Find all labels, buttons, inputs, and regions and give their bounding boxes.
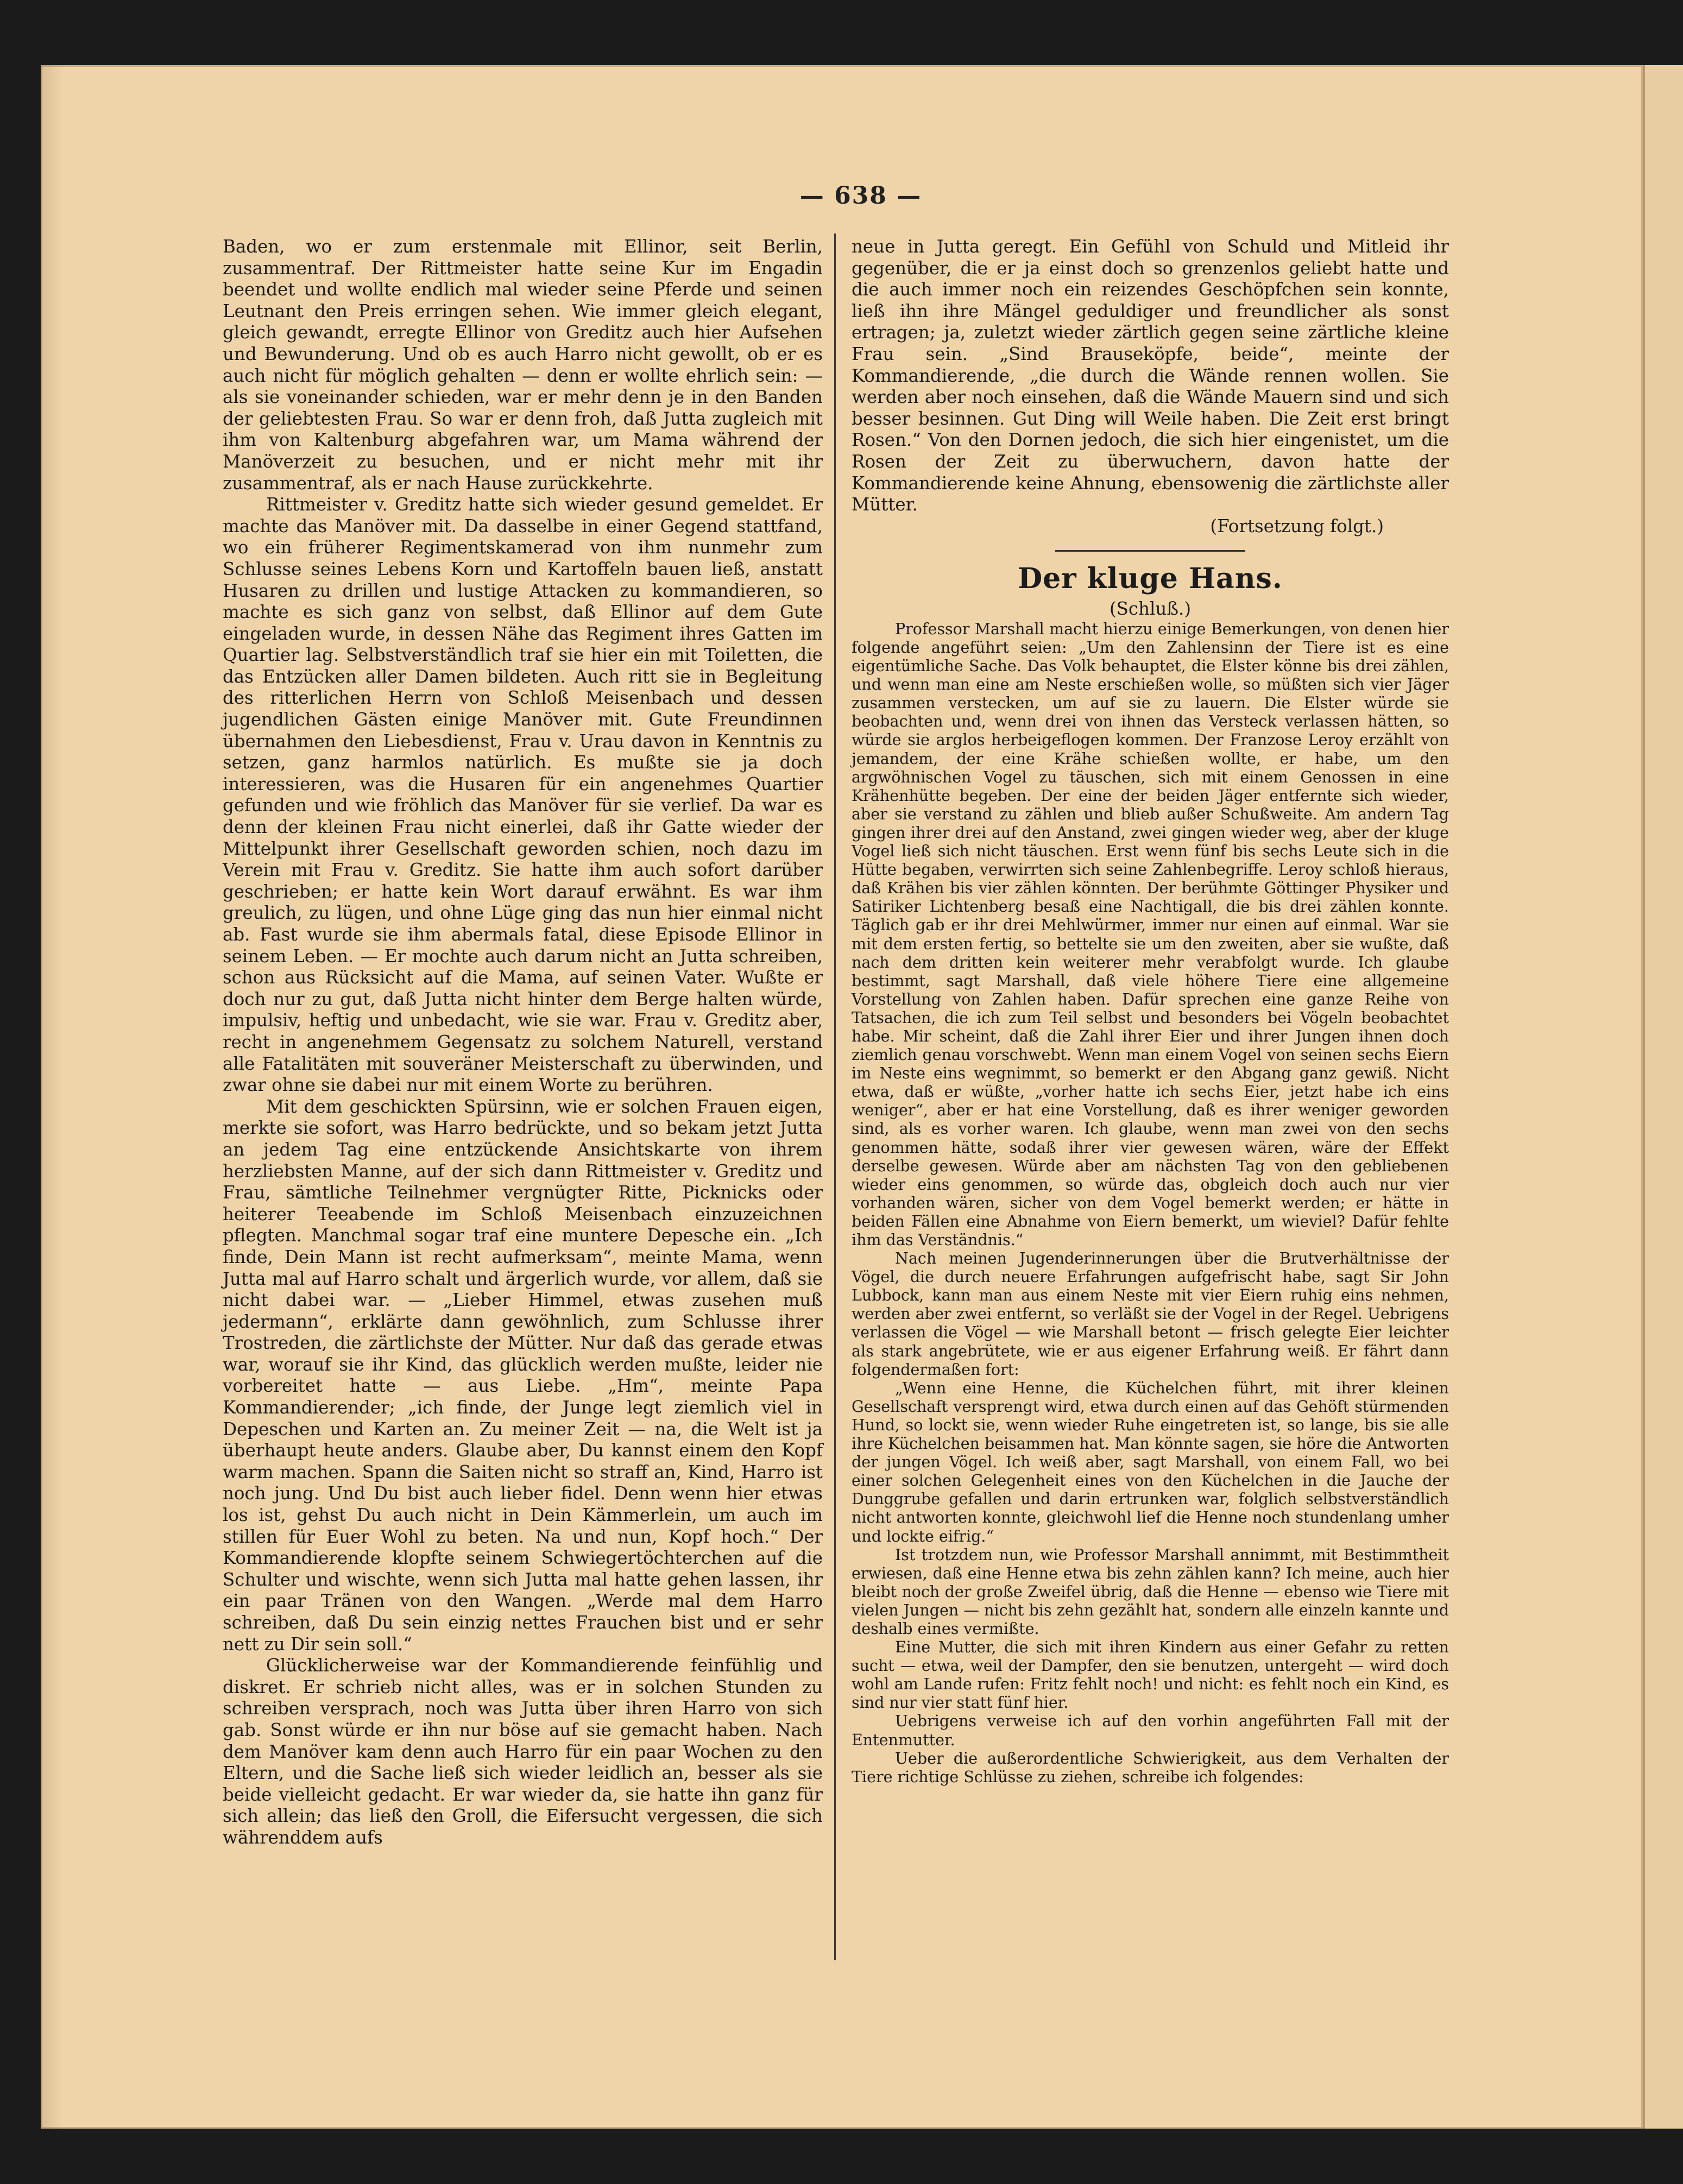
article-paragraph-2: Nach meinen Jugenderinnerungen über die Brutverhältnisse der Vögel, die durch neuere Erfahrungen aufgefrischt habe, sagt Sir John Lubbock, kann man aus einem Neste mit vier Eiern ruhig eins nehmen, werden aber zwei entfernt, so verläßt sie der Vogel in der Regel. Uebrigens verlassen die Vögel — wie Marshall betont — frisch gelegte Eier leichter als stark angebrütete, wie er aus eigener Erfahrung weiß. Er fährt dann folgendermaßen fort: [852, 1249, 1449, 1379]
right-column [852, 236, 1449, 1787]
article-paragraph-3: „Wenn eine Henne, die Küchelchen führt, mit ihrer kleinen Gesellschaft versprengt wird, etwa durch einen auf das Gehöft stürmenden Hund, so lockt sie, wenn wieder Ruhe eingetreten ist, so lange, bis sie alle ihre Küchelchen beisammen hat. Man könnte sagen, sie höre die Antworten der jungen Vögel. Ich weiß aber, sagt Marshall, von einem Fall, wo bei einer solchen Gelegenheit eines von den Küchelchen in die Jauche der Dunggrube gefallen und darin ertrunken war, folglich selbstverständlich nicht antworten konnte, gleichwohl lief die Henne noch stundenlang umher und lockte eifrig.“ [852, 1379, 1449, 1545]
right-continuation: neue in Jutta geregt. Ein Gefühl von Schuld und Mitleid ihr gegenüber, die er ja einst doch so grenzenlos geliebt hatte und die auch immer noch ein reizendes Geschöpfchen sein konnte, ließ ihn ihre Mängel geduldiger und freundlicher als sonst ertragen; ja, zuletzt wieder zärtlich gegen seine zärtliche kleine Frau sein. „Sind Brauseköpfe, beide“, meinte der Kommandierende, „die durch die Wände rennen wollen. Sie werden aber noch einsehen, daß die Wände Mauern sind und sich besser besinnen. Gut Ding will Weile haben. Die Zeit erst bringt Rosen.“ Von den Dornen jedoch, die sich hier eingenistet, um die Rosen der Zeit zu überwuchern, davon hatte der Kommandierende keine Ahnung, ebensowenig die zärtlichste aller Mütter. [852, 236, 1449, 515]
to-be-continued-note: (Fortsetzung folgt.) [1210, 515, 1384, 536]
section-separator [1055, 550, 1245, 552]
left-column [223, 236, 823, 1849]
article-paragraph-5: Eine Mutter, die sich mit ihren Kindern aus einer Gefahr zu retten sucht — etwa, weil der Dampfer, den sie benutzen, untergeht — wird doch wohl am Lande rufen: Fritz fehlt noch! und nicht: es fehlt noch ein Kind, es sind nur vier statt fünf hier. [852, 1638, 1449, 1712]
article-paragraph-4: Ist trotzdem nun, wie Professor Marshall annimmt, mit Bestimmtheit erwiesen, daß eine Henne etwa bis zehn zählen kann? Ich meine, auch hier bleibt noch der große Zweifel übrig, daß die Henne — ebenso wie Tiere mit vielen Jungen — nicht bis zehn gezählt hat, sondern alle einzeln kannte und deshalb eines vermißte. [852, 1545, 1449, 1638]
left-paragraph-4: Glücklicherweise war der Kommandierende feinfühlig und diskret. Er schrieb nicht alles, was er in solchen Stunden zu schreiben versprach, noch was Jutta über ihren Harro von sich gab. Sonst würde er ihn nur böse auf sie gemacht haben. Nach dem Manöver kam denn auch Harro für ein paar Wochen zu den Eltern, und die Sache ließ sich wieder leidlich an, besser als sie beide vielleicht gedacht. Er war wieder da, sie hatte ihn ganz für sich allein; das ließ den Groll, die Eifersucht vergessen, die sich währenddem aufs [223, 1655, 823, 1848]
adjacent-page-edge [1643, 65, 1683, 2129]
page-gutter-shadow [41, 65, 62, 2129]
left-paragraph-1: Baden, wo er zum erstenmale mit Ellinor, seit Berlin, zusammentraf. Der Rittmeister hatte seine Kur im Engadin beendet und wollte endlich mal wieder seine Pferde und seinen Leutnant den Preis erringen sehen. Wie immer gleich elegant, gleich gewandt, erregte Ellinor von Greditz auch hier Aufsehen und Bewunderung. Und ob es auch Harro nicht gewollt, ob er es auch nicht für möglich gehalten — denn er wollte ehrlich sein: — als sie voneinander schieden, war er mehr denn je in den Banden der geliebtesten Frau. So war er denn froh, daß Jutta zugleich mit ihm von Kaltenburg abgefahren war, um Mama während der Manöverzeit zu besuchen, und er nicht mehr mit ihr zusammentraf, als er nach Hause zurückkehrte. [223, 236, 823, 494]
article-paragraph-1: Professor Marshall macht hierzu einige Bemerkungen, von denen hier folgende angeführt seien: „Um den Zahlensinn der Tiere ist es eine eigentümliche Sache. Das Volk behauptet, die Elster könne bis drei zählen, und wenn man eine am Neste erschießen wolle, so müßten sich vier Jäger zusammen verstecken, um auf sie zu lauern. Die Elster würde sie beobachten und, wenn drei von ihnen das Versteck verlassen hätten, so würde sie arglos herbeigeflogen kommen. Der Franzose Leroy erzählt von jemandem, der eine Krähe schießen wollte, er habe, um den argwöhnischen Vogel zu täuschen, sich mit einem Genossen in eine Krähenhütte begeben. Der eine der beiden Jäger entfernte sich wieder, aber sie verstand zu zählen und blieb außer Schußweite. Am andern Tag gingen ihrer drei auf den Anstand, zwei gingen wieder weg, aber der kluge Vogel ließ sich nicht täuschen. Erst wenn fünf bis sechs Leute sich in die Hütte begaben, verwirrten sich seine Zahlenbegriffe. Leroy schloß hieraus, daß Krähen bis vier zählen könnten. Der berühmte Göttinger Physiker und Satiriker Lichtenberg besaß eine Nachtigall, die bis drei zählen konnte. Täglich gab er ihr drei Mehlwürmer, immer nur einen auf einmal. War sie mit dem ersten fertig, so bettelte sie um den zweiten, aber sie wußte, daß nach dem dritten kein weiterer mehr verabfolgt wurde. Ich glaube bestimmt, sagt Marshall, daß viele höhere Tiere eine allgemeine Vorstellung von Zahlen haben. Dafür sprechen eine ganze Reihe von Tatsachen, die ich zum Teil selbst und besonders bei Vögeln beobachtet habe. Mir scheint, daß die Zahl ihrer Eier und ihrer Jungen ihnen doch ziemlich genau vorschwebt. Wenn man einem Vogel von seinen sechs Eiern im Neste eins wegnimmt, so bemerkt er den Abgang ganz gewiß. Nicht etwa, daß er wüßte, „vorher hatte ich sechs Eier, jetzt habe ich eins weniger“, aber er hat eine Vorstellung, daß es ihrer weniger geworden sind, als es vorher waren. Ich glaube, wenn man zwei von den sechs genommen hätte, sodaß ihrer vier gewesen wären, wäre der Effekt derselbe gewesen. Würde aber am nächsten Tag von den gebliebenen wieder eins genommen, so würde das, obgleich doch auch nur vier vorhanden wären, sicher von dem Vogel bemerkt werden; er hätte in beiden Fällen eine Abnahme von Eiern bemerkt, um wieviel? Dafür fehlte ihm das Verständnis.“ [852, 620, 1449, 1249]
article-paragraph-6: Uebrigens verweise ich auf den vorhin angeführten Fall mit der Entenmutter. [852, 1712, 1449, 1749]
article-paragraph-7: Ueber die außerordentliche Schwierigkeit, aus dem Verhalten der Tiere richtige Schlüsse zu ziehen, schreibe ich folgendes: [852, 1749, 1449, 1786]
left-paragraph-2: Rittmeister v. Greditz hatte sich wieder gesund gemeldet. Er machte das Manöver mit. Da dasselbe in einer Gegend stattfand, wo ein früherer Regimentskamerad von ihm nunmehr zum Schlusse seines Lebens Korn und Kartoffeln bauen ließ, anstatt Husaren zu drillen und lustige Attacken zu kommandieren, so machte es sich ganz von selbst, daß Ellinor auf dem Gute eingeladen wurde, in dessen Nähe das Regiment ihres Gatten im Quartier lag. Selbstverständlich traf sie hier ein mit Toiletten, die das Entzücken aller Damen bildeten. Auch ritt sie in Begleitung des ritterlichen Herrn von Schloß Meisenbach und dessen jugendlichen Gästen einige Manöver mit. Gute Freundinnen übernahmen den Liebesdienst, Frau v. Urau davon in Kenntnis zu setzen, ganz harmlos natürlich. Es mußte sie ja doch interessieren, was die Husaren für ein angenehmes Quartier gefunden und wie fröhlich das Manöver für sie verlief. Da war es denn der kleinen Frau nicht einerlei, daß ihr Gatte wieder der Mittelpunkt ihrer Gesellschaft geworden schien, noch dazu im Verein mit Frau v. Greditz. Sie hatte ihm auch sofort darüber geschrieben; er hatte kein Wort darauf erwähnt. Es war ihm greulich, zu lügen, und ohne Lüge ging das nun hier einmal nicht ab. Fast wurde sie ihm abermals fatal, diese Episode Ellinor in seinem Leben. — Er mochte auch darum nicht an Jutta schreiben, schon aus Rücksicht auf die Mama, auf seinen Vater. Wußte er doch nur zu gut, daß Jutta nicht hinter dem Berge halten würde, impulsiv, heftig und unbedacht, wie sie war. Frau v. Greditz aber, recht in angenehmem Gegensatz zu solchem Naturell, verstand alle Fatalitäten mit souveräner Meisterschaft zu überwinden, und zwar ohne sie dabei nur mit einem Worte zu berühren. [223, 494, 823, 1096]
article-subtitle: (Schluß.) [1109, 598, 1192, 620]
left-paragraph-3: Mit dem geschickten Spürsinn, wie er solchen Frauen eigen, merkte sie sofort, was Harro bedrückte, und so bekam jetzt Jutta an jedem Tag eine entzückende Ansichtskarte von ihrem herzliebsten Manne, auf der sich dann Rittmeister v. Greditz und Frau, sämtliche Teilnehmer vergnügter Ritte, Picknicks oder heiterer Teeabende im Schloß Meisenbach einzuzeichnen pflegten. Manchmal sogar traf eine muntere Depesche ein. „Ich finde, Dein Mann ist recht aufmerksam“, meinte Mama, wenn Jutta mal auf Harro schalt und ärgerlich wurde, vor allem, daß sie nicht dabei war. — „Lieber Himmel, etwas zusehen muß jedermann“, erklärte dann gewöhnlich, zum Schlusse ihrer Trostreden, die zärtlichste der Mütter. Nur daß das gerade etwas war, worauf sie ihr Kind, das glücklich werden mußte, leider nie vorbereitet hatte — aus Liebe. „Hm“, meinte Papa Kommandierender; „ich finde, der Junge legt ziemlich viel in Depeschen und Karten an. Zu meiner Zeit — na, die Welt ist ja überhaupt heute anders. Glaube aber, Du kannst einem den Kopf warm machen. Spann die Saiten nicht so straff an, Kind, Harro ist noch jung. Und Du bist auch lieber fidel. Denn wenn hier etwas los ist, gehst Du auch nicht in Dein Kämmerlein, um auch im stillen für Euer Wohl zu beten. Na und nun, Kopf hoch.“ Der Kommandierende klopfte seinem Schwiegertöchterchen auf die Schulter und wischte, wenn sich Jutta mal hatte gehen lassen, ihr ein paar Tränen von den Wangen. „Werde mal dem Harro schreiben, daß Du sein einzig nettes Frauchen bist und er sehr nett zu Dir sein soll.“ [223, 1096, 823, 1655]
article-body [852, 620, 1449, 1787]
column-divider [834, 233, 836, 1960]
article-title: Der kluge Hans. [1018, 562, 1283, 596]
page-number: — 638 — [799, 182, 922, 210]
